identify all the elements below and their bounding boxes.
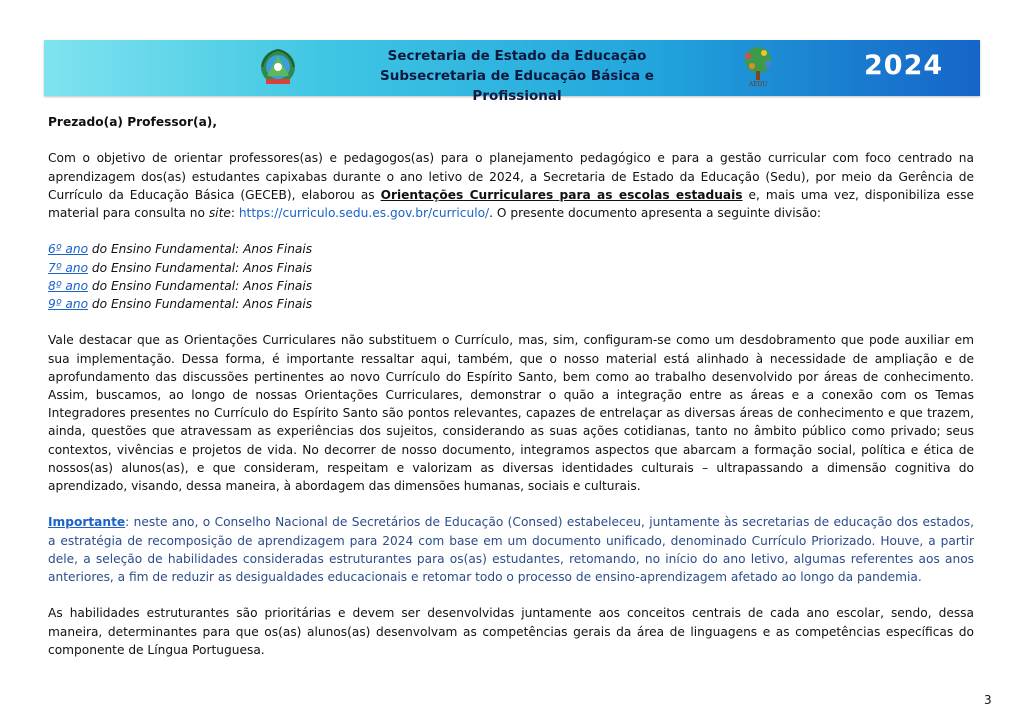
list-item: 6º ano do Ensino Fundamental: Anos Finais [48, 242, 313, 257]
header-banner [44, 40, 980, 104]
curriculum-paragraph: Vale destacar que as Orientações Curriculares não substituem o Currículo, mas, sim, configuram-se como um desdobramento que pode auxiliar em sua implementação. Dessa forma, é importante ressaltar aqui, também, que o nosso material está alinhado à necessidade de ampliação e de aprofundamento das discussões pertinentes ao novo Currículo do Espírito Santo, bem como ao trabalho desenvolvido por áreas de conhecimento. Assim, buscamos, ao longo de nossas Orientações Curriculares, demonstrar o quão a integração entre as áreas e a conexão com os Temas Integradores presentes no Currículo do Espírito Santo são pontos relevantes, capazes de entrelaçar as diversas áreas de conhecimento e que trazem, ainda, questões que atravessam as experiências dos sujeitos, considerando as suas ações cotidianas, tanto no âmbito público como privado; seus contextos, vivências e projetos de vida. No decorrer de nosso documento, integramos aspectos que abarcam a formação social, política e ética de nossos(as) alunos(as), e que consideram, respeitam e valorizam as diversas identidades culturais – ultrapassando a dimensão cognitiva do aprendizado, visando, dessa maneira, à abordagem das dimensões humanas, sociais e culturais. [48, 333, 974, 494]
page-number: 3 [984, 693, 992, 707]
aedu-logo-text: AEDU [748, 81, 768, 88]
important-note: Importante: neste ano, o Conselho Nacional de Secretários de Educação (Consed) estabeleceu, juntamente às secretarias de educação dos estados, a estratégia de recomposição de aprendizagem para 2024 com base em um documento unificado, denominado Currículo Priorizado. Houve, a partir dele, a seleção de habilidades consideradas estruturantes para os(as) estudantes, retomando, no início do ano letivo, algumas referentes aos anos anteriores, a fim de reduzir as desigualdades educacionais e retomar todo o processo de ensino-aprendizagem afetado ao longo da pandemia. [48, 515, 974, 585]
banner-titles [362, 46, 672, 106]
curriculum-url-link[interactable]: https://curriculo.sedu.es.gov.br/curriculo/ [238, 206, 490, 220]
year-label: 2024 [864, 50, 944, 81]
orientations-link[interactable]: Orientações Curriculares para as escolas estaduais [380, 187, 743, 202]
document-body [48, 113, 974, 659]
secretariat-title: Secretaria de Estado da Educação [387, 48, 647, 64]
grade-list [48, 240, 974, 313]
list-item: 8º ano do Ensino Fundamental: Anos Finais [48, 278, 313, 293]
state-coat-of-arms-icon [258, 46, 298, 88]
grade-8-link[interactable]: 8º ano [48, 278, 89, 293]
list-item: 7º ano do Ensino Fundamental: Anos Finais [48, 260, 313, 275]
grade-7-link[interactable]: 7º ano [48, 260, 89, 275]
grade-6-link[interactable]: 6º ano [48, 242, 89, 257]
intro-paragraph: Com o objetivo de orientar professores(as) e pedagogos(as) para o planejamento pedagógico e para a gestão curricular com foco centrado na aprendizagem dos(as) estudantes capixabas durante o ano letivo de 2024, a Secretaria de Estado da Educação (Sedu), por meio da Gerência de Currículo da Educação Básica (GECEB), elaborou as Orientações Curriculares para as escolas estaduais e, mais uma vez, disponibiliza esse material para consulta no site: https://curriculo.sedu.es.gov.br/curriculo/. O presente documento apresenta a seguinte divisão: [48, 151, 974, 220]
important-label: Importante [48, 515, 126, 530]
salutation: Prezado(a) Professor(a), [48, 115, 218, 129]
subsecretariat-title: Subsecretaria de Educação Básica e Profissional [380, 68, 654, 104]
grade-9-link[interactable]: 9º ano [48, 297, 89, 311]
list-item: 9º ano do Ensino Fundamental: Anos Finais [48, 297, 313, 311]
skills-paragraph: As habilidades estruturantes são prioritárias e devem ser desenvolvidas juntamente aos conceitos centrais de cada ano escolar, sendo, dessa maneira, determinantes para que os(as) alunos(as) desenvolvam as competências gerais da área de linguagens e as competências específicas do componente de Língua Portuguesa. [48, 606, 974, 657]
